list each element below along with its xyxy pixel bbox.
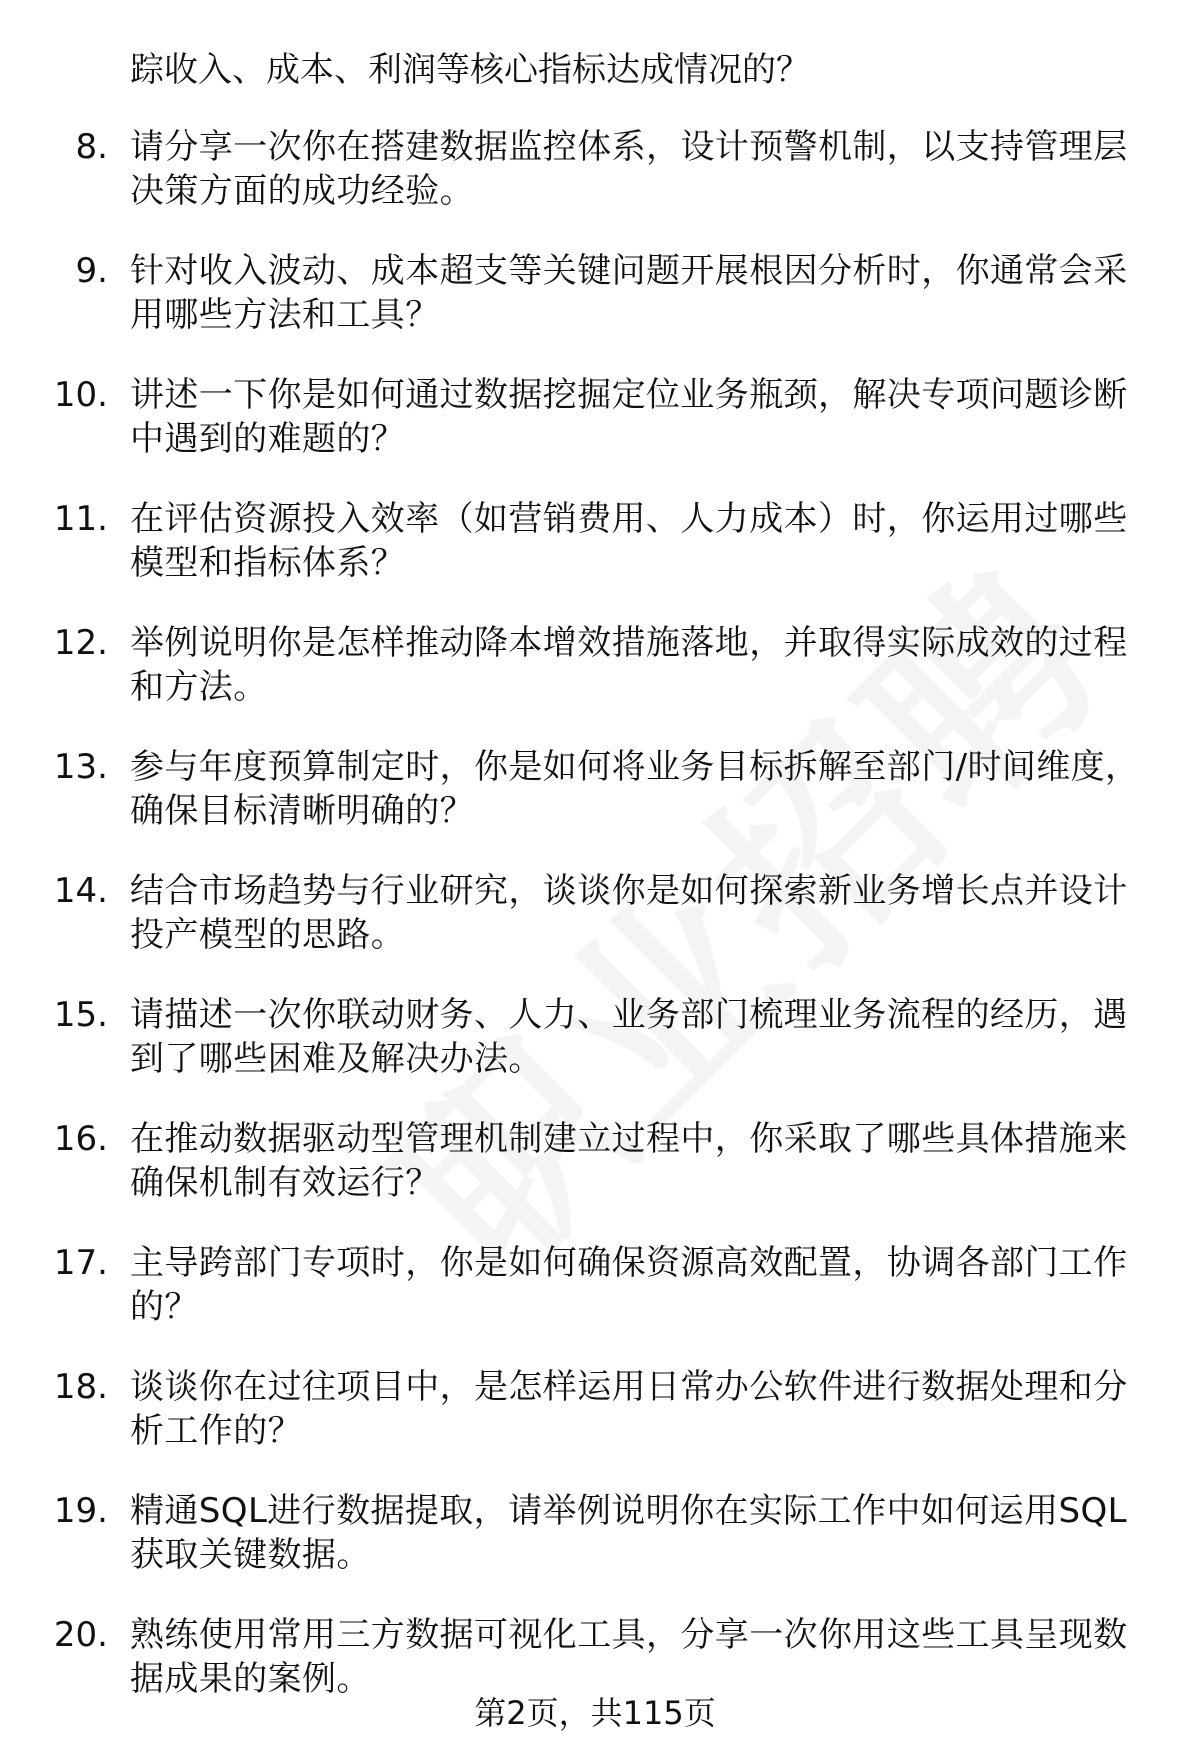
question-number: 14. [53, 871, 108, 911]
question-item [0, 869, 1190, 993]
question-number: 16. [53, 1119, 108, 1159]
question-item [0, 1365, 1190, 1489]
question-list [0, 125, 1190, 1737]
question-text: 熟练使用常用三方数据可视化工具，分享一次你用这些工具呈现数据成果的案例。 [130, 1615, 1128, 1699]
question-number: 12. [53, 623, 108, 663]
question-number: 10. [53, 375, 108, 415]
question-text: 讲述一下你是如何通过数据挖掘定位业务瓶颈，解决专项问题诊断中遇到的难题的？ [130, 375, 1128, 459]
question-item [0, 125, 1190, 249]
question-number: 20. [53, 1615, 108, 1655]
question-number: 9. [75, 251, 108, 291]
question-text: 请描述一次你联动财务、人力、业务部门梳理业务流程的经历，遇到了哪些困难及解决办法。 [130, 995, 1128, 1079]
question-text: 结合市场趋势与行业研究，谈谈你是如何探索新业务增长点并设计投产模型的思路。 [130, 871, 1128, 955]
question-item [0, 373, 1190, 497]
question-item [0, 993, 1190, 1117]
question-text: 精通SQL进行数据提取，请举例说明你在实际工作中如何运用SQL获取关键数据。 [130, 1491, 1127, 1575]
question-text: 针对收入波动、成本超支等关键问题开展根因分析时，你通常会采用哪些方法和工具？ [130, 251, 1128, 335]
question-text: 请分享一次你在搭建数据监控体系，设计预警机制，以支持管理层决策方面的成功经验。 [130, 127, 1128, 211]
page-footer: 第2页，共115页 [474, 1694, 716, 1732]
question-item [0, 1241, 1190, 1365]
question-item [0, 249, 1190, 373]
question-text: 谈谈你在过往项目中，是怎样运用日常办公软件进行数据处理和分析工作的？ [130, 1367, 1128, 1451]
question-item [0, 1489, 1190, 1613]
question-item [0, 621, 1190, 745]
question-number: 11. [53, 499, 108, 539]
continued-question-text: 踪收入、成本、利润等核心指标达成情况的？ [130, 50, 810, 90]
question-text: 在评估资源投入效率（如营销费用、人力成本）时，你运用过哪些模型和指标体系？ [130, 499, 1128, 583]
question-number: 8. [75, 127, 108, 167]
question-number: 17. [53, 1243, 108, 1283]
question-number: 13. [53, 747, 108, 787]
question-number: 19. [53, 1491, 108, 1531]
question-item [0, 745, 1190, 869]
question-number: 15. [53, 995, 108, 1035]
question-text: 主导跨部门专项时，你是如何确保资源高效配置，协调各部门工作的？ [130, 1243, 1128, 1327]
question-text: 举例说明你是怎样推动降本增效措施落地，并取得实际成效的过程和方法。 [130, 623, 1128, 707]
question-text: 在推动数据驱动型管理机制建立过程中，你采取了哪些具体措施来确保机制有效运行？ [130, 1119, 1128, 1203]
question-text: 参与年度预算制定时，你是如何将业务目标拆解至部门/时间维度，确保目标清晰明确的？ [130, 747, 1140, 831]
question-number: 18. [53, 1367, 108, 1407]
question-item [0, 1117, 1190, 1241]
question-item [0, 497, 1190, 621]
